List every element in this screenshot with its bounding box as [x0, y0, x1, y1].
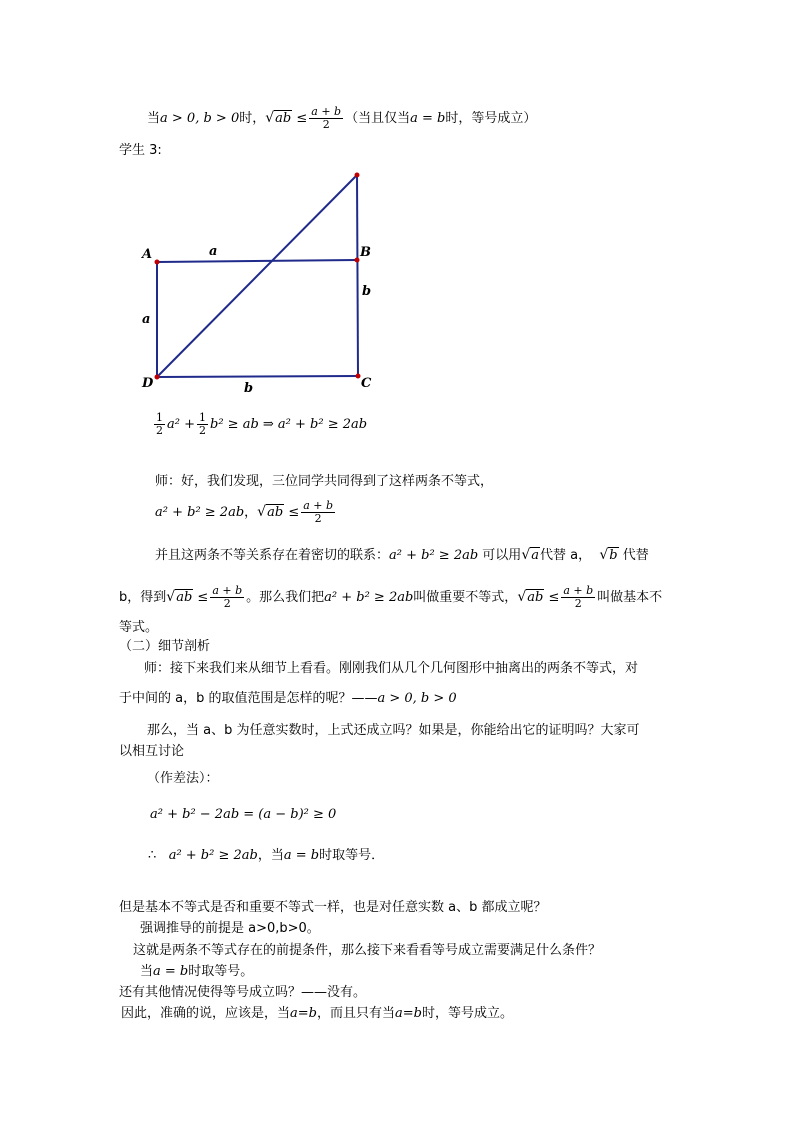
side-ab	[157, 260, 357, 262]
text: ，	[244, 505, 258, 520]
sqrt-a: √a	[521, 547, 539, 563]
label-side-bottom: b	[244, 381, 254, 396]
relationship-paragraph-line3: 等式。	[119, 620, 159, 635]
point-c	[356, 374, 361, 379]
other-cases-line: 还有其他情况使得等号成立吗？——没有。	[119, 985, 367, 1000]
text: 可以用	[478, 548, 522, 563]
discussion-line2: 以相互讨论	[119, 744, 185, 759]
fraction-half: $\frac{1}{2}$	[156, 411, 163, 437]
text: ，而且只有当	[316, 1006, 395, 1021]
math: a² + b² ≥ 2ab	[324, 590, 414, 605]
text: 代替	[618, 548, 649, 563]
sqrt-ab: √ab	[166, 589, 193, 605]
detail-paragraph-line2	[119, 690, 457, 708]
student-3-label: 学生 3:	[119, 143, 162, 158]
text: 代替 a，	[540, 548, 592, 563]
point-b	[355, 258, 360, 263]
teacher-statement: 师：好，我们发现，三位同学共同得到了这样两条不等式，	[155, 474, 494, 489]
equation-4	[148, 847, 384, 865]
conclusion-final-line	[121, 1005, 513, 1023]
text: 时，等号成立。	[421, 1006, 513, 1021]
text: 叫做重要不等式，	[413, 590, 518, 605]
point-a	[155, 260, 160, 265]
sqrt-ab: √ab	[257, 504, 284, 520]
question-line: 但是基本不等式是否和重要不等式一样，也是对任意实数 a、b 都成立呢？	[119, 900, 547, 915]
point-top	[355, 173, 360, 178]
text: 当	[147, 111, 161, 126]
relationship-paragraph-line2	[119, 585, 662, 610]
text: 并且这两条不等关系存在着密切的联系：	[155, 548, 390, 563]
discussion-line1: 那么，当 a、b 为任意实数时，上式还成立吗？如果是，你能给出它的证明吗？大家可	[147, 723, 640, 738]
label-b-vertex: B	[360, 245, 371, 260]
equation-1	[152, 412, 367, 437]
text: 叫做基本不	[597, 590, 663, 605]
le-symbol: ≤	[197, 590, 209, 605]
math: a = b	[153, 964, 189, 979]
section-heading: （二）细节剖析	[119, 639, 211, 654]
point-d	[155, 375, 160, 380]
equation-2	[155, 500, 337, 525]
text: 。那么我们把	[246, 590, 325, 605]
le-symbol: ≤	[548, 590, 560, 605]
text: （当且仅当	[345, 111, 411, 126]
sqrt-b: √b	[599, 547, 618, 563]
equality-line	[140, 963, 253, 981]
label-side-top: a	[209, 244, 218, 259]
label-d-vertex: D	[142, 376, 154, 391]
math: a² +	[167, 417, 195, 432]
detail-paragraph-line1: 师：接下来我们来从细节上看看。刚刚我们从几个几何图形中抽离出的两条不等式，对	[144, 661, 639, 676]
text: 时取等号．	[319, 848, 385, 863]
fraction: $\frac{a + b}{2}$	[311, 105, 342, 131]
text: 时，等号成立）	[445, 111, 537, 126]
method-label: （作差法）：	[147, 771, 219, 786]
fraction: $\frac{a + b}{2}$	[563, 584, 594, 610]
text: b，得到	[119, 590, 167, 605]
sqrt-ab: √ab	[517, 589, 544, 605]
math: b² ≥ ab ⇒ a² + b² ≥ 2ab	[210, 417, 368, 432]
math: a² + b² ≥ 2ab	[168, 848, 258, 863]
side-cb-extended	[357, 175, 358, 376]
equation-3: a² + b² − 2ab = (a − b)² ≥ 0	[150, 807, 337, 822]
side-dc	[157, 376, 358, 377]
important-inequality: a² + b² ≥ 2ab	[155, 505, 245, 520]
equality-math: a = b	[410, 111, 446, 126]
therefore-symbol: ∴	[148, 848, 157, 863]
math: a > 0, b > 0	[377, 691, 457, 706]
le-symbol: ≤	[296, 111, 308, 126]
text: 因此，准确的说，应该是，当	[121, 1006, 291, 1021]
math: a² + b² ≥ 2ab	[389, 548, 479, 563]
text: 时取等号。	[188, 964, 254, 979]
diagonal-line	[157, 175, 357, 377]
label-c-vertex: C	[361, 376, 372, 391]
relationship-paragraph-line1	[155, 546, 649, 565]
fraction: $\frac{a + b}{2}$	[303, 499, 334, 525]
math: a=b	[290, 1006, 317, 1021]
sqrt-ab: √ab	[265, 110, 292, 126]
conclusion-line	[147, 106, 536, 131]
text: 当	[140, 964, 154, 979]
le-symbol: ≤	[288, 505, 300, 520]
label-a-vertex: A	[142, 247, 153, 262]
math: a = b	[283, 848, 320, 863]
text: 于中间的 a，b 的取值范围是怎样的呢？——	[119, 691, 378, 706]
math: a=b	[395, 1006, 422, 1021]
rectangle-figure	[130, 165, 390, 400]
condition-line: 这就是两条不等式存在的前提条件，那么接下来看看等号成立需要满足什么条件？	[133, 943, 602, 958]
label-side-right: b	[362, 284, 372, 299]
premise-line: 强调推导的前提是 a>0,b>0。	[140, 921, 320, 936]
text: 时，	[239, 111, 266, 126]
fraction: $\frac{a + b}{2}$	[212, 584, 243, 610]
condition-math: a > 0, b > 0	[160, 111, 240, 126]
fraction-half: $\frac{1}{2}$	[199, 411, 206, 437]
text: ，当	[257, 848, 284, 863]
label-side-left: a	[142, 312, 151, 327]
